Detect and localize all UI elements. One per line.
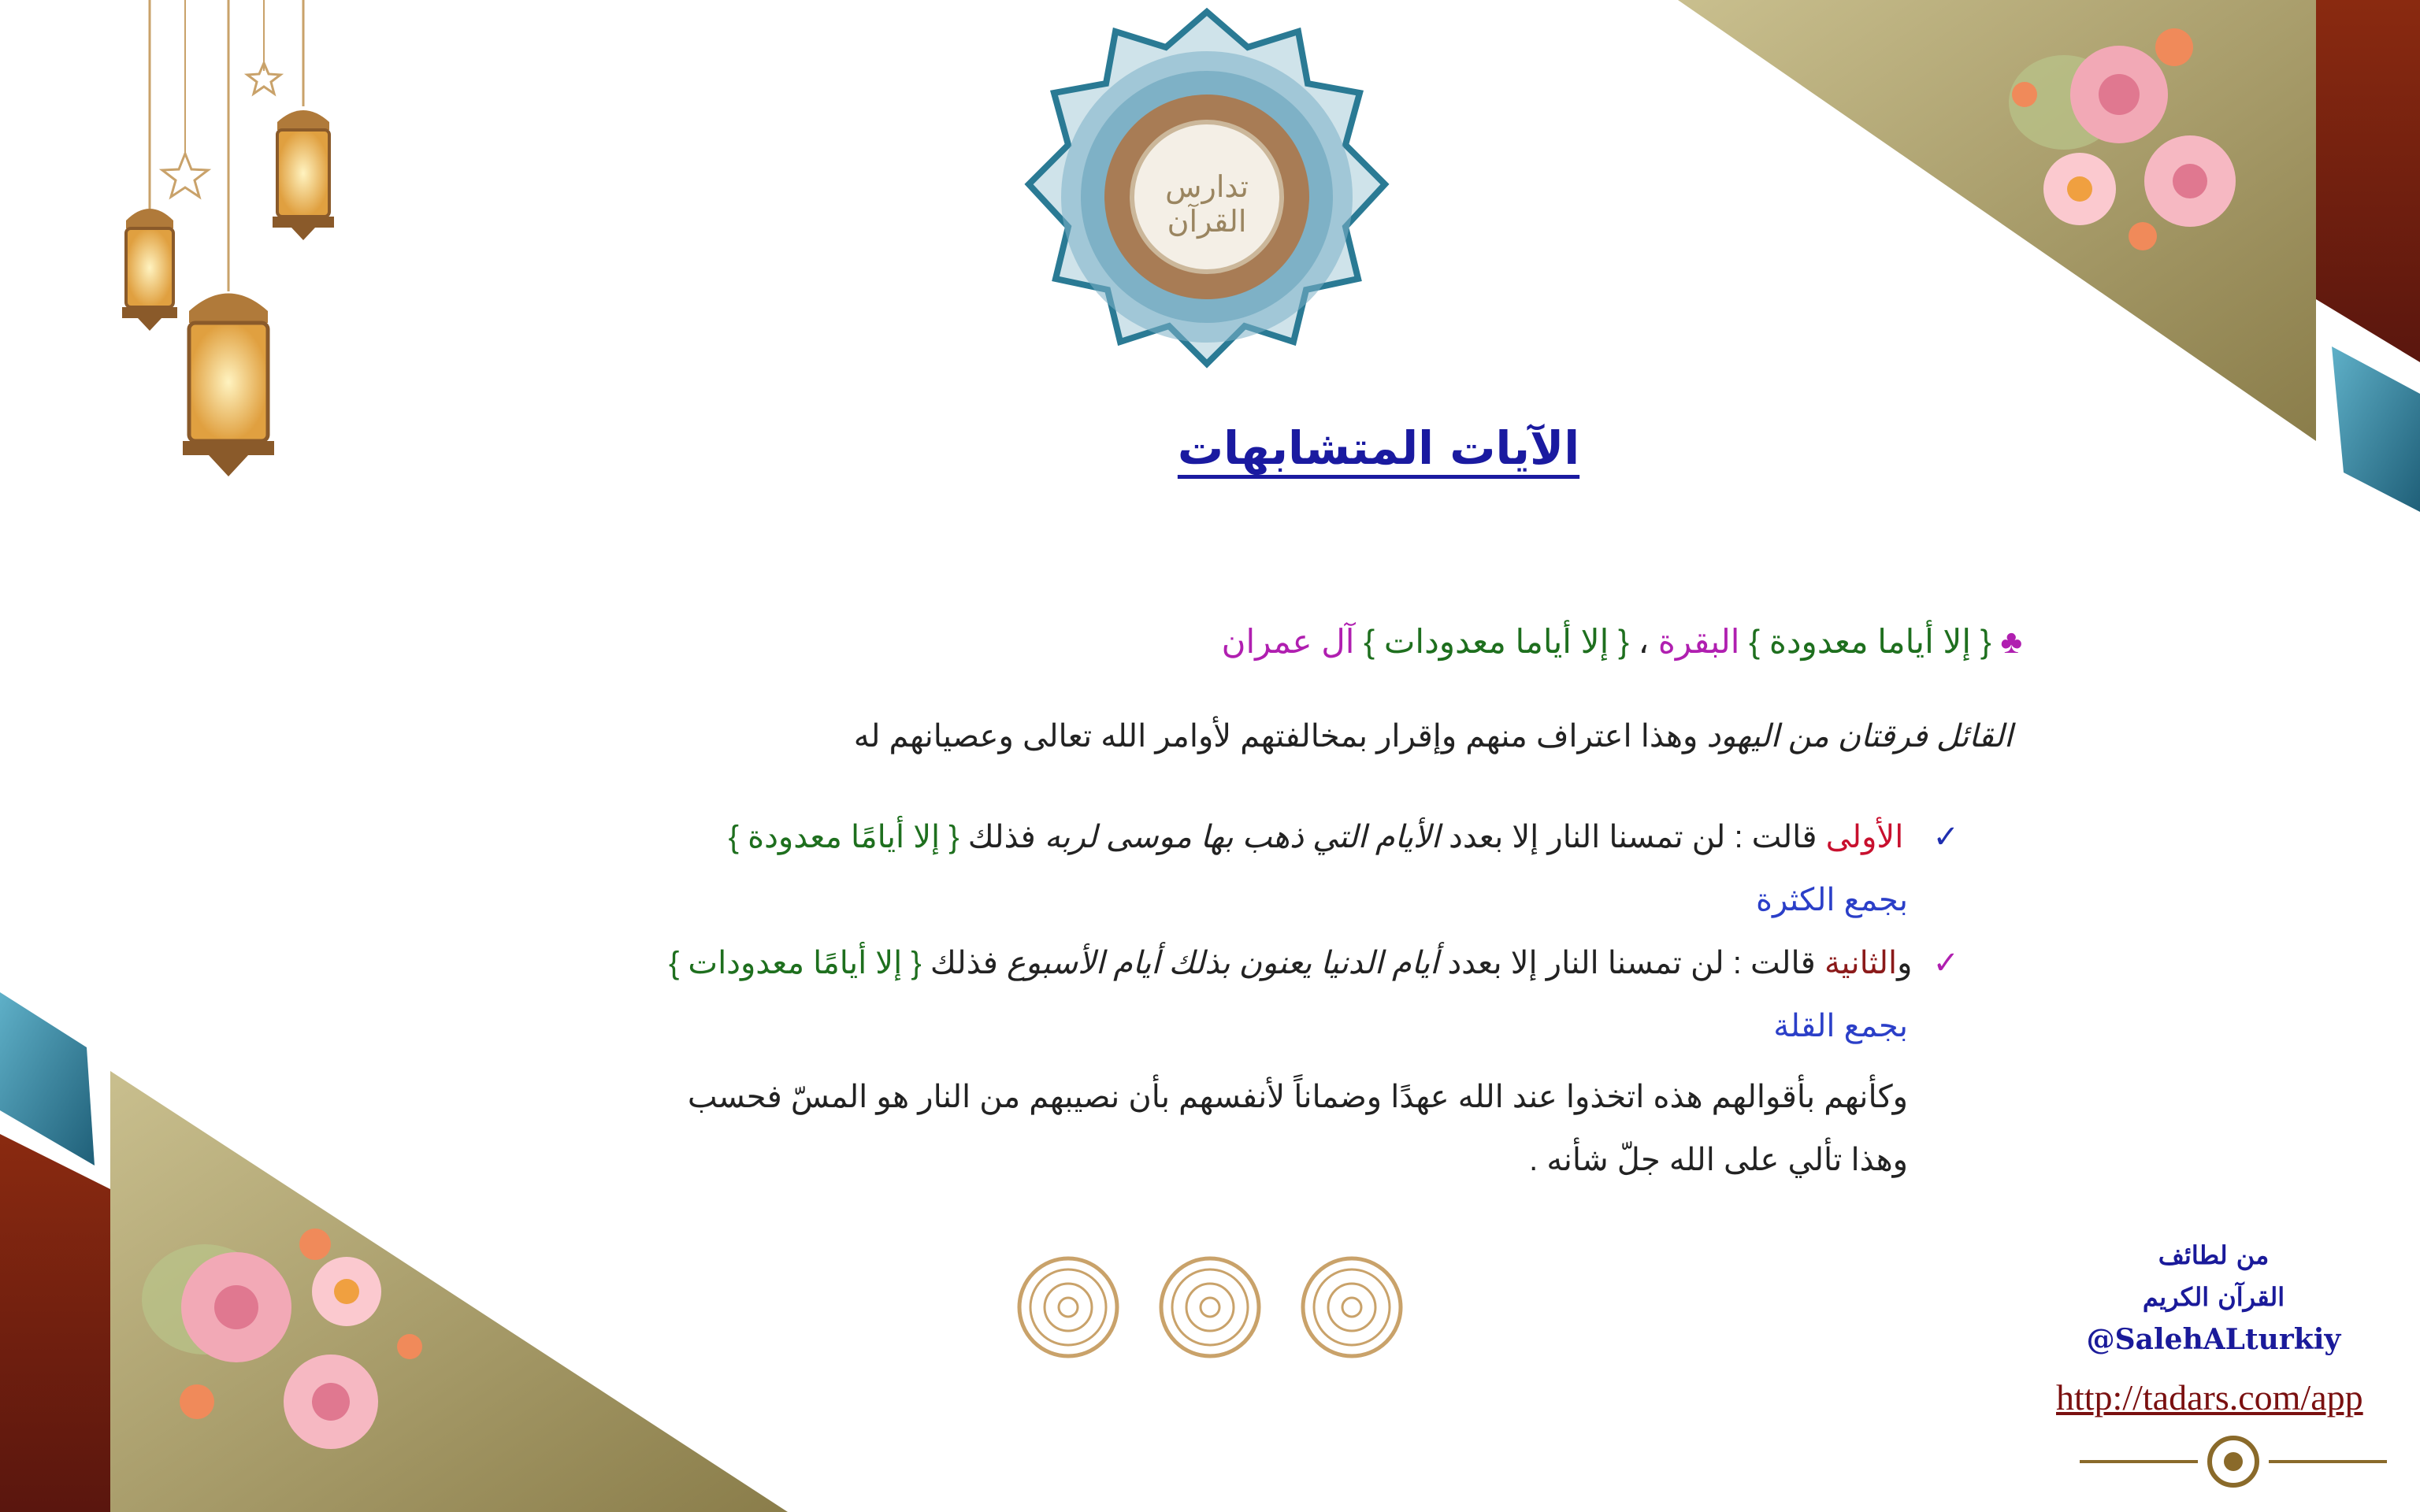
lantern-medium [273,110,334,240]
intro-italic: القائل فرقتان من اليهود [1706,719,2013,754]
conclusion-line-1: وكأنهم بأقوالهم هذه اتخذوا عند الله عهدًا وضماناً لأنفسهم بأن نصيبهم من النار هو المسّ فحسب [687,1080,1908,1114]
tadars-link[interactable]: http://tadars.com/app [2056,1377,2363,1418]
brace: } [1749,623,1761,660]
separator: ، [1638,623,1650,660]
ornament-row [1019,1258,1401,1356]
brace: { [1980,623,1991,660]
brace: { [1617,623,1629,660]
intro-normal: وهذا اعتراف منهم وإقرار بمخالفتهم لأوامر الله تعالى وعصيانهم له [853,719,1698,754]
signature-divider [2080,1438,2387,1485]
item-prefix: و [1897,946,1913,980]
item-first-note: بجمع الكثرة [1756,883,1908,917]
verse-phrase-1: إلا أياما معدودة [1769,623,1972,660]
hanging-lanterns [122,0,334,476]
signature-line-1: من لطائف [2158,1240,2270,1270]
logo-text: تدارس القرآن [1165,169,1249,239]
item-quote: { إلا أيامًا معدودة } [728,820,959,854]
conclusion-line-2: وهذا تألي على الله جلّ شأنه . [1529,1143,1908,1177]
top-right-gold-triangle [1678,0,2316,441]
surah-name-1: البقرة [1657,623,1740,660]
verse-phrase-2: إلا أياما معدودات [1383,623,1609,660]
check-icon: ✓ [1932,946,1959,980]
item-second [669,945,1959,981]
page-title: الآيات المتشابهات [1177,421,1580,475]
bottom-left-teal-strip [0,992,95,1166]
signature-handle: @SalehALturkiy [2086,1323,2341,1356]
item-said: قالت : لن تمسنا النار إلا بعدد [1449,820,1817,854]
item-second-note: بجمع القلة [1773,1009,1908,1043]
item-label: الثانية [1824,946,1898,980]
surah-name-2: آل عمران [1221,623,1355,660]
item-then: فذلك [930,946,998,980]
club-symbol: ♣ [2000,623,2022,660]
item-first [729,819,1959,855]
item-then: فذلك [967,820,1036,854]
item-italic: أيام الدنيا يعنون بذلك أيام الأسبوع [1006,946,1439,980]
verses-heading [1222,622,2022,661]
check-icon: ✓ [1932,820,1959,854]
lantern-large [183,294,274,477]
signature-line-2: القرآن الكريم [2142,1282,2285,1312]
brace: } [1364,623,1375,660]
intro-text [854,718,2013,754]
item-italic: الأيام التي ذهب بها موسى لربه [1044,820,1440,854]
lantern-small [122,209,177,331]
top-right-maroon-band [2316,0,2420,362]
item-said: قالت : لن تمسنا النار إلا بعدد [1447,946,1816,980]
item-quote: { إلا أيامًا معدودات } [668,946,922,980]
bottom-left-maroon-band [0,1134,110,1512]
item-label: الأولى [1825,820,1904,854]
top-right-teal-strip [2332,346,2420,512]
